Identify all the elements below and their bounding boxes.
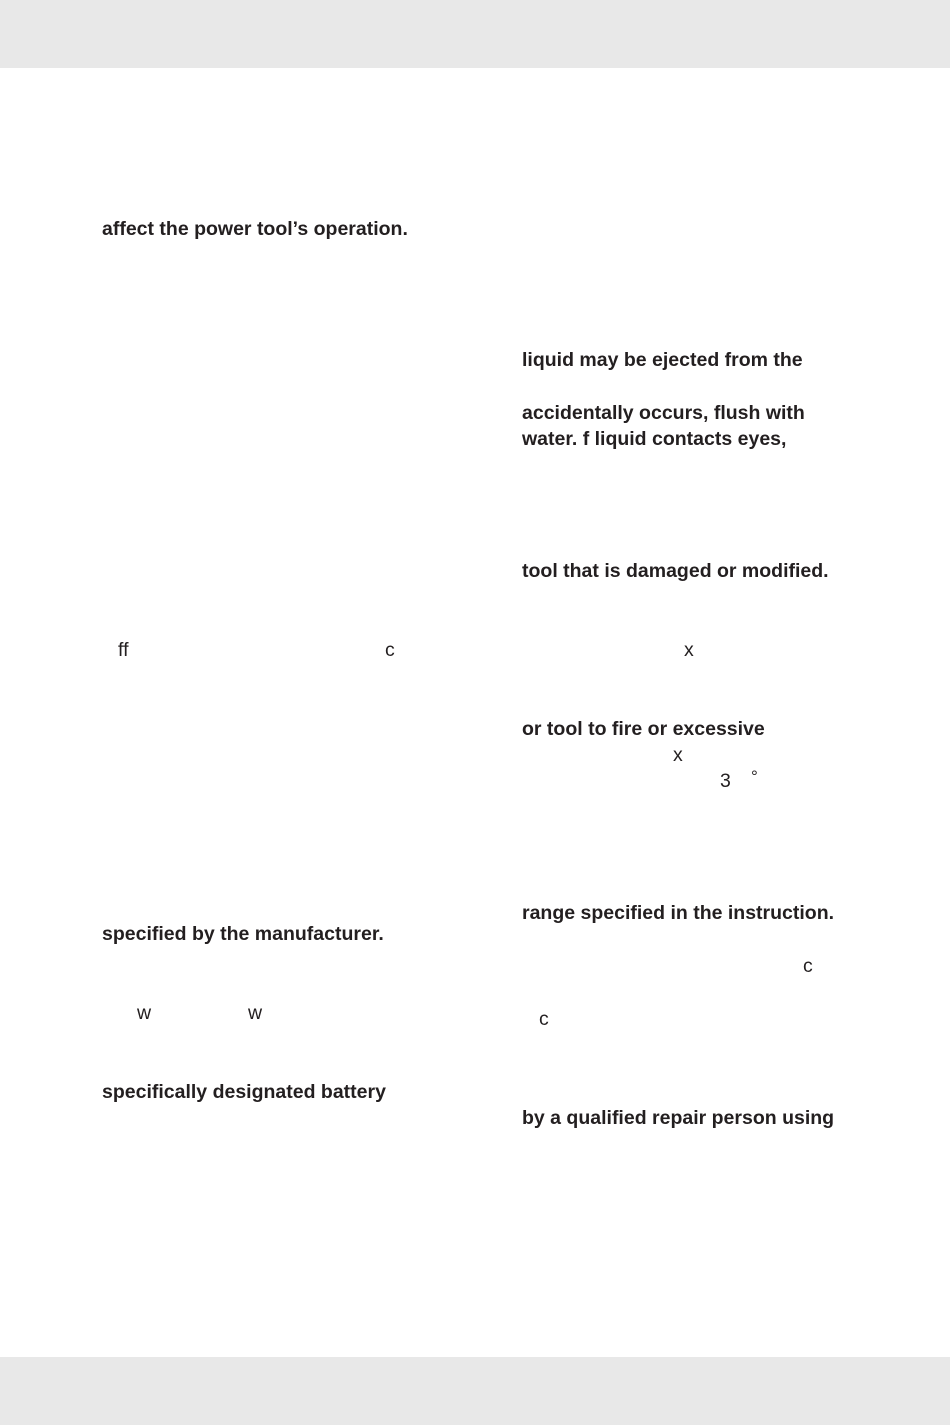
text-line-operation: affect the power tool’s operation. bbox=[102, 218, 408, 240]
text-fragment-c1: c bbox=[803, 955, 813, 977]
text-line-accidentally: accidentally occurs, flush with bbox=[522, 402, 805, 424]
text-fragment-w1: w bbox=[137, 1002, 152, 1024]
text-fragment-x2: x bbox=[673, 744, 683, 766]
document-page bbox=[0, 68, 950, 1357]
top-margin-band bbox=[0, 0, 950, 68]
text-fragment-ff: ff bbox=[118, 639, 129, 661]
bottom-margin-band bbox=[0, 1357, 950, 1425]
text-line-liquid-ejected: liquid may be ejected from the bbox=[522, 349, 803, 371]
text-fragment-x1: x bbox=[684, 639, 694, 661]
text-line-repair: by a qualified repair person using bbox=[522, 1107, 835, 1129]
text-fragment-w2: w bbox=[248, 1002, 263, 1024]
text-fragment-3: 3 bbox=[720, 770, 731, 792]
text-line-water: water. f liquid contacts eyes, bbox=[522, 428, 787, 450]
text-line-battery: specifically designated battery bbox=[102, 1081, 386, 1103]
text-fragment-c: c bbox=[385, 639, 395, 661]
text-fragment-degree: ° bbox=[751, 767, 758, 786]
text-fragment-c2: c bbox=[539, 1008, 549, 1030]
text-line-damaged: tool that is damaged or modified. bbox=[522, 560, 829, 582]
text-line-manufacturer: specified by the manufacturer. bbox=[102, 923, 384, 945]
text-line-range: range specified in the instruction. bbox=[522, 902, 835, 924]
text-line-fire: or tool to fire or excessive bbox=[522, 718, 765, 740]
